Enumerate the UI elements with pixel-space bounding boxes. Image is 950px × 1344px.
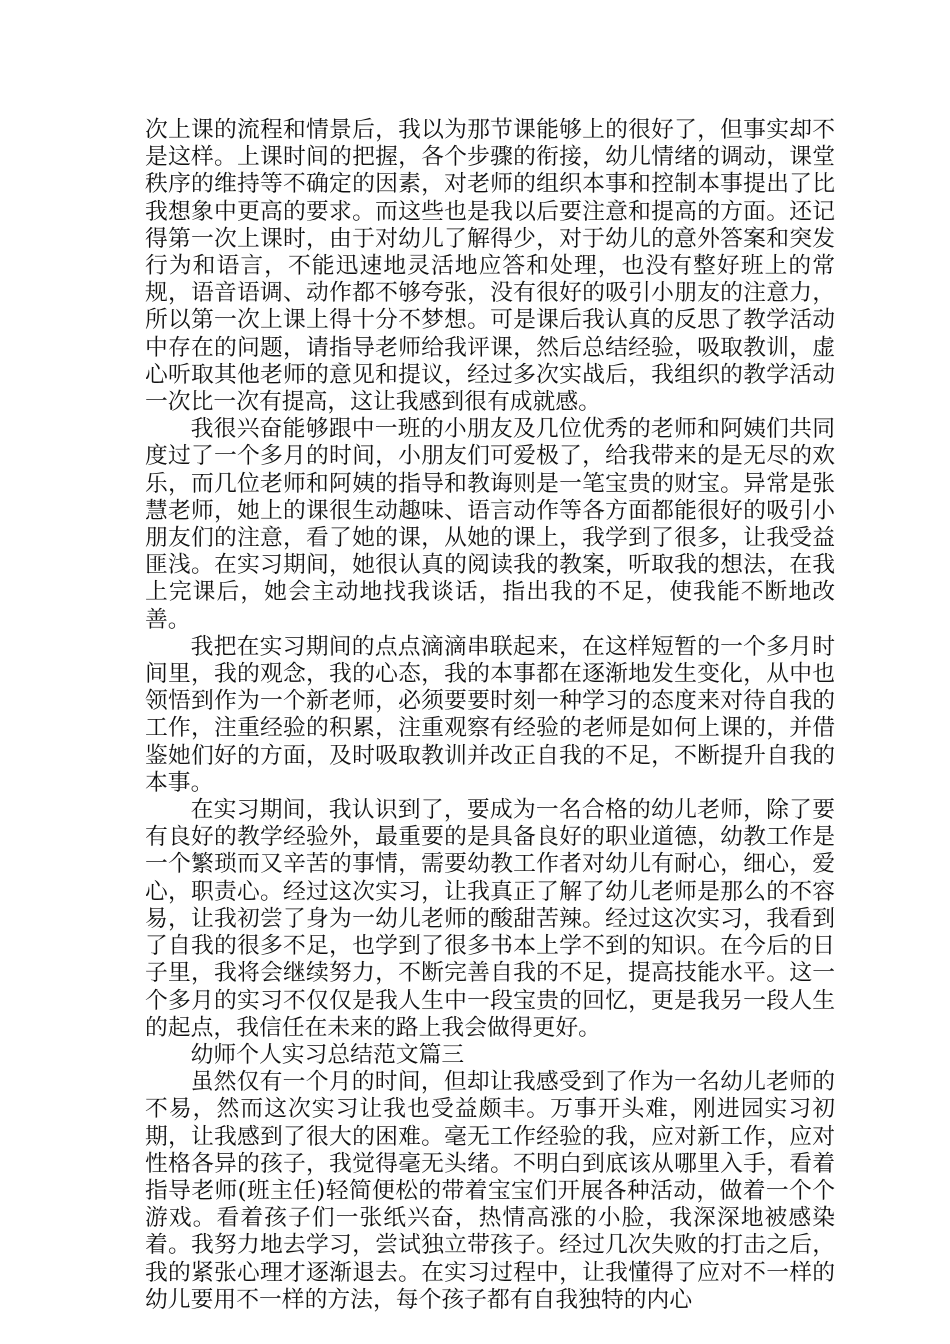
- paragraph: 我很兴奋能够跟中一班的小朋友及几位优秀的老师和阿姨们共同度过了一个多月的时间，小朋友们可爱极了，给我带来的是无尽的欢乐，而几位老师和阿姨的指导和教诲则是一笔宝贵的财宝。异常是张慧老师，她上的课很生动趣味、语言动作等各方面都能很好的吸引小朋友们的注意，看了她的课，从她的课上，我学到了很多，让我受益匪浅。在实习期间，她很认真的阅读我的教案，听取我的想法，在我上完课后，她会主动地找我谈话，指出我的不足，使我能不断地改善。: [145, 416, 835, 633]
- section-title: 幼师个人实习总结范文篇三: [190, 1041, 465, 1068]
- document-page: [145, 117, 835, 1314]
- paragraph-continued: 次上课的流程和情景后，我以为那节课能够上的很好了，但事实却不是这样。上课时间的把握，各个步骤的衔接，幼儿情绪的调动，课堂秩序的维持等不确定的因素，对老师的组织本事和控制本事提出了比我想象中更高的要求。而这些也是我以后要注意和提高的方面。还记得第一次上课时，由于对幼儿了解得少，对于幼儿的意外答案和突发行为和语言，不能迅速地灵活地应答和处理，也没有整好班上的常规，语音语调、动作都不够夸张，没有很好的吸引小朋友的注意力，所以第一次上课上得十分不梦想。可是课后我认真的反思了教学活动中存在的问题，请指导老师给我评课，然后总结经验，吸取教训，虚心听取其他老师的意见和提议，经过多次实战后，我组织的教学活动一次比一次有提高，这让我感到很有成就感。: [145, 117, 835, 416]
- paragraph: 在实习期间，我认识到了，要成为一名合格的幼儿老师，除了要有良好的教学经验外，最重要的是具备良好的职业道德，幼教工作是一个繁琐而又辛苦的事情，需要幼教工作者对幼儿有耐心，细心，爱心，职责心。经过这次实习，让我真正了解了幼儿老师是那么的不容易，让我初尝了身为一幼儿老师的酸甜苦辣。经过这次实习，我看到了自我的很多不足，也学到了很多书本上学不到的知识。在今后的日子里，我将会继续努力，不断完善自我的不足，提高技能水平。这一个多月的实习不仅仅是我人生中一段宝贵的回忆，更是我另一段人生的起点，我信任在未来的路上我会做得更好。: [145, 797, 835, 1041]
- paragraph: 我把在实习期间的点点滴滴串联起来，在这样短暂的一个多月时间里，我的观念，我的心态，我的本事都在逐渐地发生变化，从中也领悟到作为一个新老师，必须要要时刻一种学习的态度来对待自我的工作，注重经验的积累，注重观察有经验的老师是如何上课的，并借鉴她们好的方面，及时吸取教训并改正自我的不足，不断提升自我的本事。: [145, 633, 835, 796]
- paragraph: 虽然仅有一个月的时间，但却让我感受到了作为一名幼儿老师的不易，然而这次实习让我也受益颇丰。万事开头难，刚进园实习初期，让我感到了很大的困难。毫无工作经验的我，应对新工作，应对性格各异的孩子，我觉得毫无头绪。不明白到底该从哪里入手，看着指导老师(班主任)轻简便松的带着宝宝们开展各种活动，做着一个个游戏。看着孩子们一张纸兴奋，热情高涨的小脸，我深深地被感染着。我努力地去学习，尝试独立带孩子。经过几次失败的打击之后，我的紧张心理才逐渐退去。在实习过程中，让我懂得了应对不一样的幼儿要用不一样的方法，每个孩子都有自我独特的内心: [145, 1069, 835, 1313]
